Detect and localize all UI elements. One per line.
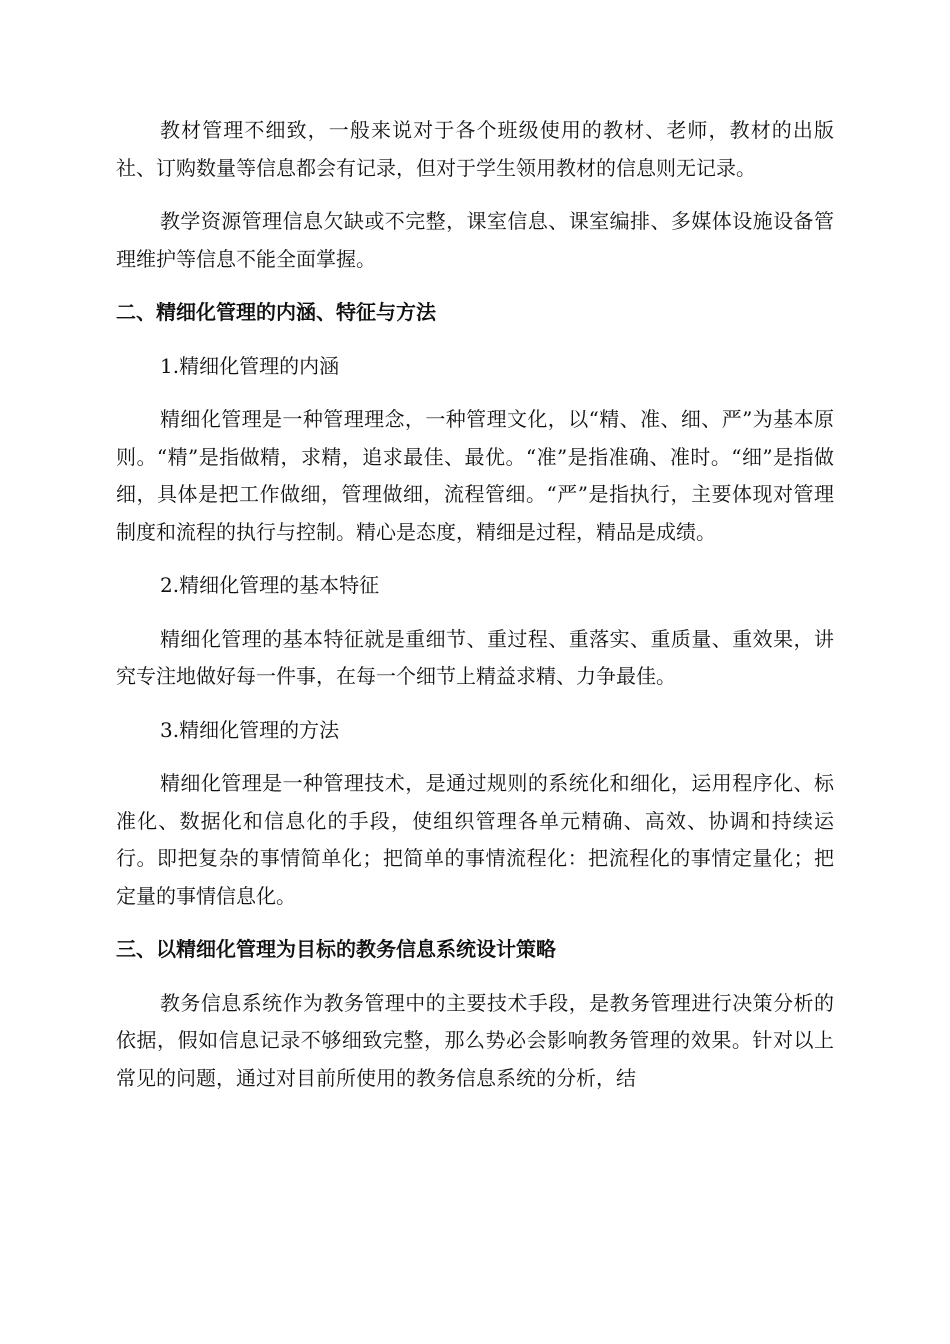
section-heading-3: 三、以精细化管理为目标的教务信息系统设计策略 xyxy=(116,937,556,961)
paragraph-methods: 精细化管理是一种管理技术，是通过规则的系统化和细化，运用程序化、标准化、数据化和信息化的手段，使组织管理各单元精确、高效、协调和持续运行。即把复杂的事情简单化；把简单的事情流程化：把流程化的事情定量化；把定量的事情信息化。 xyxy=(116,771,834,908)
paragraph-system-design: 教务信息系统作为教务管理中的主要技术手段，是教务管理进行决策分析的依据，假如信息记录不够细致完整，那么势必会影响教务管理的效果。针对以上常见的问题，通过对目前所使用的教务信息系统的分析，结 xyxy=(116,990,834,1090)
section-heading-2: 二、精细化管理的内涵、特征与方法 xyxy=(116,300,436,324)
subheading-methods: 3.精细化管理的方法 xyxy=(160,717,340,742)
paragraph-textbook-management: 教材管理不细致，一般来说对于各个班级使用的教材、老师，教材的出版社、订购数量等信息都会有记录，但对于学生领用教材的信息则无记录。 xyxy=(116,118,834,180)
paragraph-connotation: 精细化管理是一种管理理念，一种管理文化，以“精、准、细、严”为基本原则。“精”是指做精，求精，追求最佳、最优。“准”是指准确、准时。“细”是指做细，具体是把工作做细，管理做细，流程管细。“严”是指执行，主要体现对管理制度和流程的执行与控制。精心是态度，精细是过程，精品是成绩。 xyxy=(116,407,834,544)
paragraph-teaching-resources: 教学资源管理信息欠缺或不完整，课室信息、课室编排、多媒体设施设备管理维护等信息不能全面掌握。 xyxy=(116,209,834,271)
subheading-features: 2.精细化管理的基本特征 xyxy=(160,573,380,597)
paragraph-features: 精细化管理的基本特征就是重细节、重过程、重落实、重质量、重效果，讲究专注地做好每一件事，在每一个细节上精益求精、力争最佳。 xyxy=(116,626,834,688)
subheading-connotation: 1.精细化管理的内涵 xyxy=(160,353,340,378)
document-body xyxy=(116,112,834,1097)
